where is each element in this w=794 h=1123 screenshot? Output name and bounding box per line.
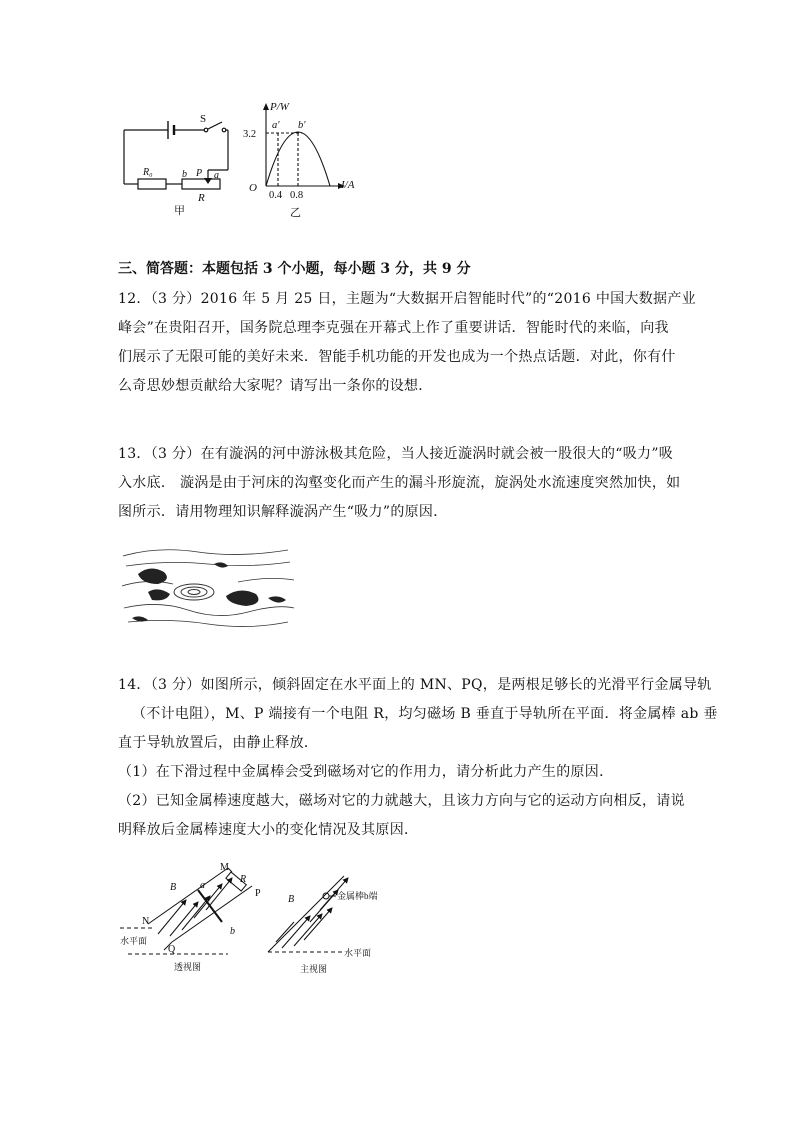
x-axis-label: I/A bbox=[341, 179, 355, 191]
label-horizontal-plane: 水平面 bbox=[120, 936, 148, 946]
label-p: P bbox=[255, 888, 261, 899]
label-m: M bbox=[220, 862, 229, 873]
perspective-view-diagram bbox=[118, 860, 268, 980]
q13-line: 入水底． 漩涡是由于河床的沟壑变化而产生的漏斗形旋流，旋涡处水流速度突然加快，如 bbox=[118, 475, 681, 491]
y-tick-label: 3.2 bbox=[243, 129, 257, 140]
point-a-prime: a′ bbox=[272, 120, 280, 131]
label-q: Q bbox=[168, 944, 176, 955]
graph-caption: 乙 bbox=[290, 207, 301, 219]
q14-line: 14．（3 分）如图所示，倾斜固定在水平面上的 MN、PQ，是两根足够长的光滑平行金属导轨 bbox=[118, 677, 712, 693]
label-n: N bbox=[142, 916, 150, 927]
label-b-end: b bbox=[230, 926, 235, 937]
point-a-label: a bbox=[214, 170, 219, 181]
rod-end-label: 金属棒b端 bbox=[337, 891, 378, 901]
front-caption: 主视图 bbox=[300, 964, 328, 974]
q12-line: 么奇思妙想贡献给大家呢？请写出一条你的设想． bbox=[118, 378, 433, 394]
point-p-label: P bbox=[196, 168, 203, 179]
q12-line: 12．（3 分）2016 年 5 月 25 日，主题为“大数据开启智能时代”的“2016 中国大数据产业 bbox=[118, 291, 696, 307]
y-axis-label: P/W bbox=[270, 101, 289, 113]
q12-line: 峰会”在贵阳召开，国务院总理李克强在开幕式上作了重要讲话．智能时代的来临，向我 bbox=[118, 320, 669, 336]
q13-line: 图所示．请用物理知识解释漩涡产生“吸力”的原因． bbox=[118, 504, 448, 520]
label-a: a bbox=[200, 880, 205, 891]
power-current-graph bbox=[240, 98, 360, 222]
point-b-prime: b′ bbox=[298, 120, 306, 131]
perspective-caption: 透视图 bbox=[174, 962, 202, 972]
label-b-field: B bbox=[170, 882, 177, 893]
whirlpool-illustration bbox=[118, 538, 298, 634]
front-view-diagram bbox=[264, 866, 434, 980]
q14-line: （不计电阻），M、P 端接有一个电阻 R，均匀磁场 B 垂直于导轨所在平面．将金属棒 ab 垂 bbox=[132, 706, 718, 722]
q14-line: 直于导轨放置后，由静止释放． bbox=[118, 735, 319, 751]
switch-label: S bbox=[200, 113, 207, 125]
question-13 bbox=[118, 440, 681, 527]
front-label-b-field: B bbox=[288, 894, 295, 905]
q14-sub2-line: （2）已知金属棒速度越大，磁场对它的力就越大，且该力方向与它的运动方向相反，请说 bbox=[118, 793, 685, 809]
question-14 bbox=[118, 671, 718, 845]
origin-label: O bbox=[249, 182, 257, 194]
circuit-diagram bbox=[118, 108, 238, 218]
point-b-label: b bbox=[182, 169, 187, 180]
q13-line: 13．（3 分）在有漩涡的河中游泳极其危险，当人接近漩涡时就会被一股很大的“吸力”吸 bbox=[118, 446, 674, 462]
r0-label: R₀ bbox=[143, 167, 153, 178]
label-r: R bbox=[240, 874, 247, 885]
x-tick-08: 0.8 bbox=[290, 190, 304, 201]
x-tick-04: 0.4 bbox=[269, 190, 283, 201]
q12-line: 们展示了无限可能的美好未来．智能手机功能的开发也成为一个热点话题．对此，你有什 bbox=[118, 349, 676, 365]
r-label: R bbox=[198, 192, 205, 204]
question-12 bbox=[118, 285, 696, 401]
q14-sub1: （1）在下滑过程中金属棒会受到磁场对它的作用力，请分析此力产生的原因． bbox=[118, 764, 614, 780]
section-heading: 三、简答题：本题包括 3 个小题，每小题 3 分，共 9 分 bbox=[118, 261, 471, 277]
front-horizontal-plane: 水平面 bbox=[344, 948, 372, 958]
q14-sub2-line: 明释放后金属棒速度大小的变化情况及其原因． bbox=[118, 822, 419, 838]
circuit-caption: 甲 bbox=[174, 205, 185, 217]
